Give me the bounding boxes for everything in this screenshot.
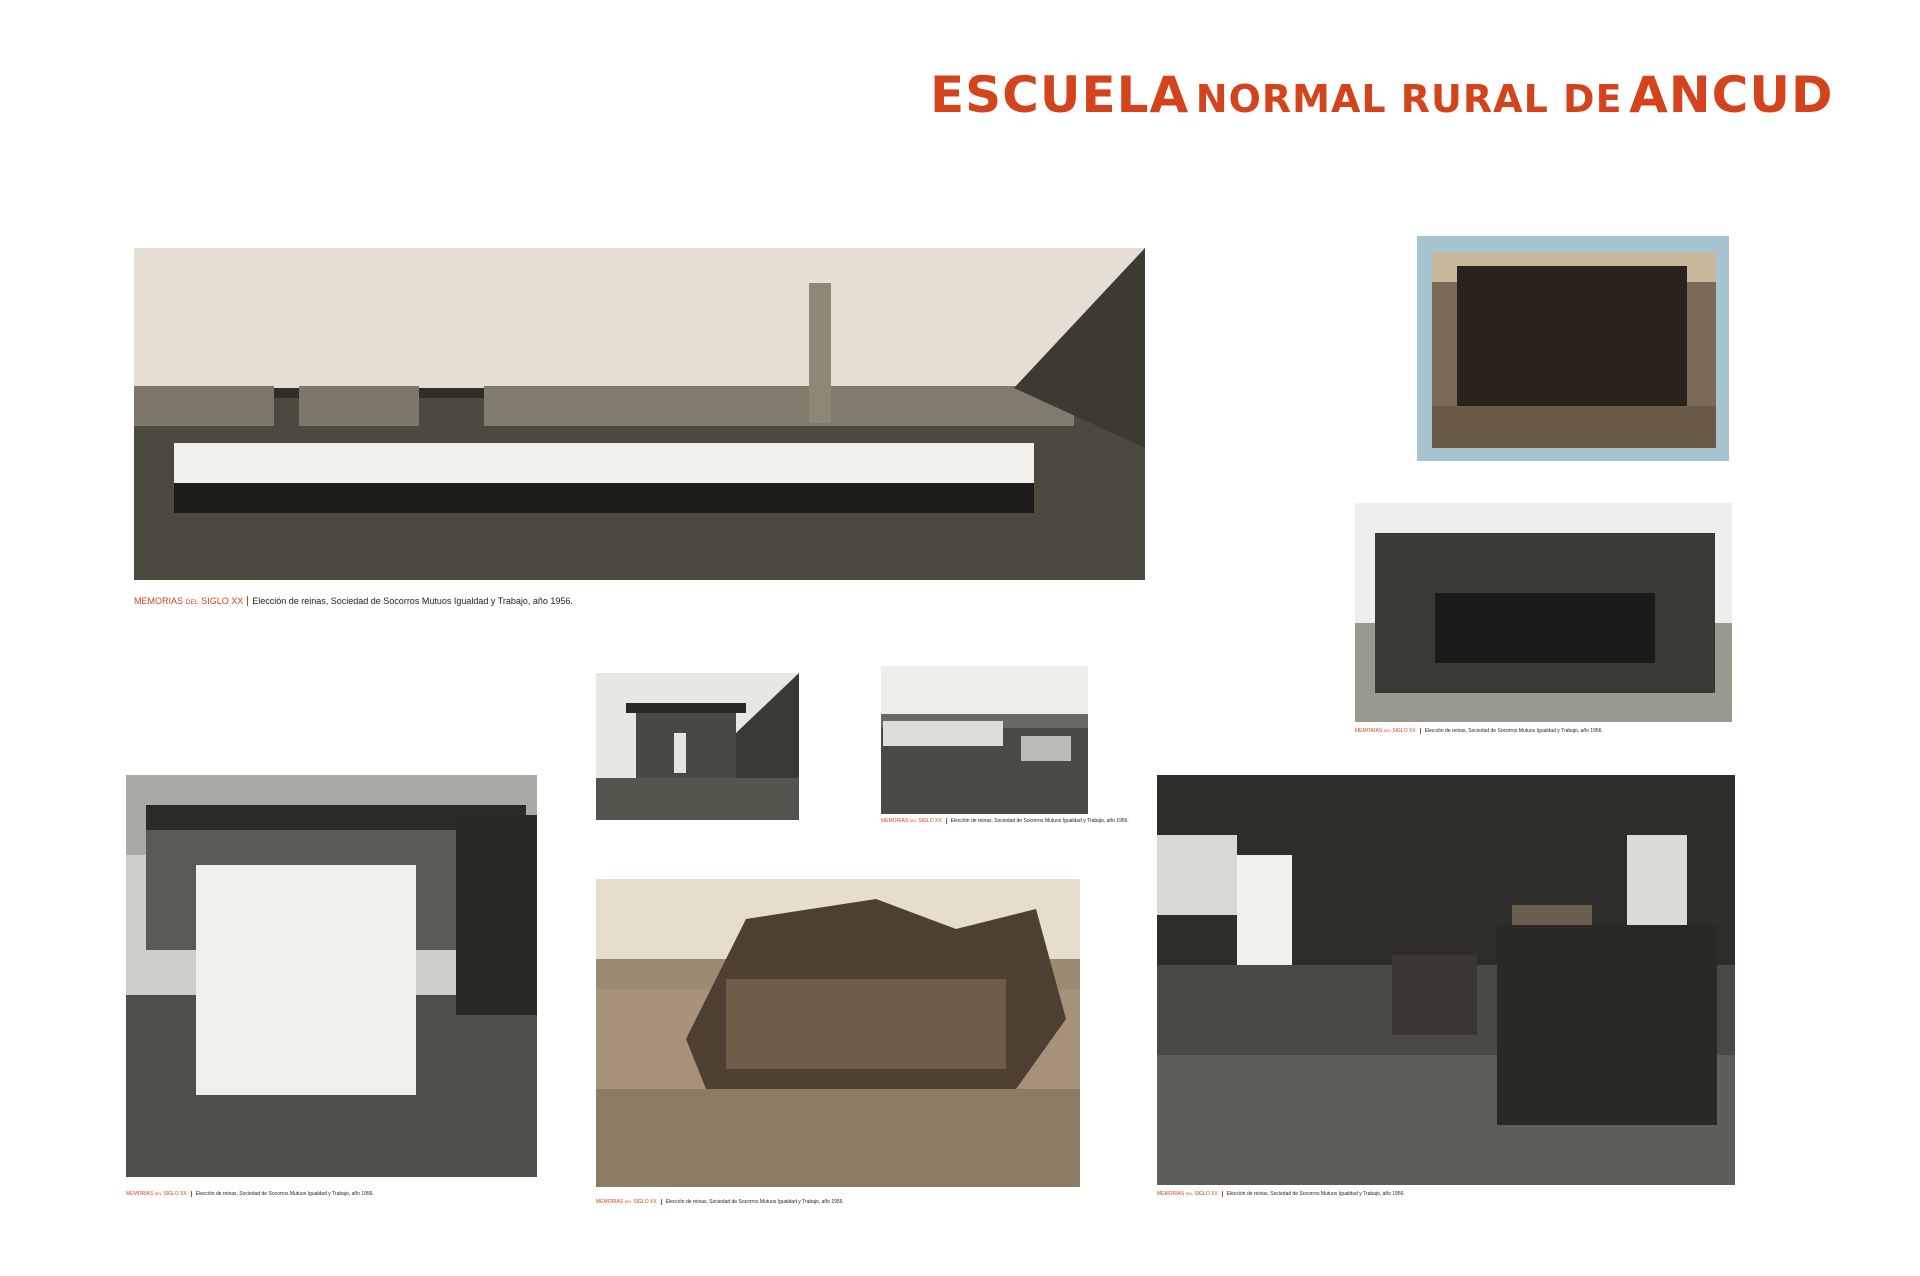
- brand-label: [134, 596, 248, 606]
- title-part-1: ESCUELA: [930, 66, 1190, 124]
- brand-del: DEL: [185, 599, 199, 606]
- title-part-2: NORMAL RURAL DE: [1195, 77, 1623, 121]
- brand-memorias: MEMORIAS: [596, 1199, 624, 1205]
- brand-memorias: MEMORIAS: [134, 596, 184, 606]
- photo-cattle: [881, 666, 1088, 814]
- brand-siglo: SIGLO XX: [1194, 1191, 1218, 1197]
- brand-siglo: SIGLO XX: [1392, 728, 1416, 734]
- brand-del: DEL: [1383, 729, 1391, 733]
- brand-memorias: MEMORIAS: [881, 818, 909, 824]
- caption-4: [126, 1191, 374, 1197]
- caption-3: [881, 818, 1129, 824]
- caption-text: Elección de reinas, Sociedad de Socorros Mutuos Igualdad y Trabajo, año 1956.: [1424, 728, 1603, 734]
- brand-siglo: SIGLO XX: [918, 818, 942, 824]
- photo-school-students: [126, 775, 537, 1177]
- photo-house: [596, 673, 799, 820]
- brand-label: [596, 1199, 662, 1205]
- brand-memorias: MEMORIAS: [126, 1191, 154, 1197]
- brand-label: [881, 818, 947, 824]
- page-title: [930, 66, 1834, 136]
- caption-2: [1355, 728, 1603, 734]
- brand-memorias: MEMORIAS: [1355, 728, 1383, 734]
- brand-label: [126, 1191, 192, 1197]
- caption-text: Elección de reinas, Sociedad de Socorros Mutuos Igualdad y Trabajo, año 1956.: [195, 1191, 374, 1197]
- brand-siglo: SIGLO XX: [201, 596, 244, 606]
- caption-text: Elección de reinas, Sociedad de Socorros Mutuos Igualdad y Trabajo, año 1956.: [665, 1199, 844, 1205]
- caption-text: Elección de reinas, Sociedad de Socorros Mutuos Igualdad y Trabajo, año 1956.: [1226, 1191, 1405, 1197]
- caption-5: [596, 1199, 844, 1205]
- photo-coastal-rocks: [596, 879, 1080, 1187]
- photo-classroom: [1157, 775, 1735, 1185]
- brand-del: DEL: [909, 819, 917, 823]
- brand-del: DEL: [154, 1192, 162, 1196]
- caption-text: Elección de reinas, Sociedad de Socorros Mutuos Igualdad y Trabajo, año 1956.: [950, 818, 1129, 824]
- photo-gymnastics: [134, 248, 1145, 580]
- caption-1: [134, 596, 573, 606]
- brand-siglo: SIGLO XX: [163, 1191, 187, 1197]
- brand-label: [1157, 1191, 1223, 1197]
- brand-del: DEL: [624, 1200, 632, 1204]
- photo-large-group: [1417, 236, 1729, 461]
- brand-siglo: SIGLO XX: [633, 1199, 657, 1205]
- title-part-3: ANCUD: [1629, 66, 1834, 124]
- brand-del: DEL: [1185, 1192, 1193, 1196]
- caption-6: [1157, 1191, 1405, 1197]
- caption-text: Elección de reinas, Sociedad de Socorros Mutuos Igualdad y Trabajo, año 1956.: [252, 596, 573, 606]
- photo-teachers: [1355, 503, 1732, 722]
- brand-memorias: MEMORIAS: [1157, 1191, 1185, 1197]
- brand-label: [1355, 728, 1421, 734]
